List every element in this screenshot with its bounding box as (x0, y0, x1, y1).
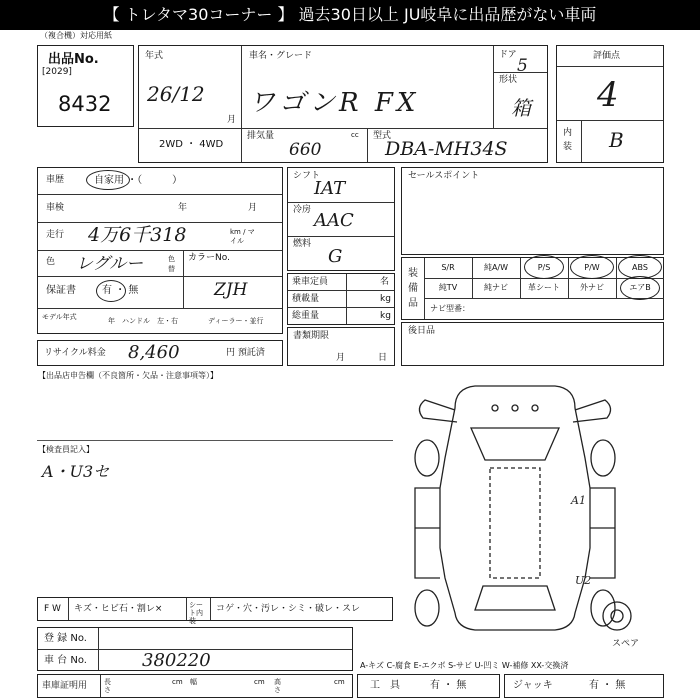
seat-items: コゲ・穴・汚レ・シミ・破レ・スレ (216, 604, 361, 614)
recycle-label: リサイクル料金 (44, 348, 106, 358)
displacement-label: 排気量 (247, 131, 275, 141)
equipment-external-navi: 外ナビ (580, 283, 604, 292)
shape-value: 箱 (511, 96, 531, 120)
model-label: 型式 (373, 131, 392, 141)
vehicle-info-box (138, 45, 548, 163)
score-label: 評価点 (593, 51, 621, 61)
tools-label: 工 具 (370, 680, 400, 691)
weight-label: 総重量 (292, 311, 320, 321)
cert-width-label: 幅 (190, 678, 197, 686)
fw-items: キズ・ヒビ石・割レ× (74, 604, 163, 614)
color-change-label: 色替 (168, 255, 175, 273)
lot-code: [2029] (42, 67, 72, 77)
model-year-label: モデル年式 (42, 313, 77, 321)
sales-point-label: セールスポイント (408, 171, 480, 181)
damage-legend: A-キズ C-腐食 E-エクボ S-サビ U-凹ミ W-補修 XX-交換済 (360, 661, 569, 670)
mileage-label: 走行 (46, 230, 65, 240)
lot-label: 出品No. (48, 52, 99, 67)
score-box (556, 45, 664, 163)
cert-height-unit: cm (334, 678, 345, 686)
fuel-label: 燃料 (293, 239, 312, 249)
seller-notes-label: 【出品店申告欄（不良箇所・欠品・注意事項等）】 (38, 371, 218, 380)
sales-point-box (401, 167, 664, 255)
damage-mark-a1: A1 (571, 494, 586, 507)
equipment-alloy-wheels: 純A/W (483, 263, 509, 272)
year-value: 26/12 (147, 82, 205, 106)
inspection-month: 月 (248, 203, 258, 213)
after-items-label: 後日品 (408, 326, 436, 336)
displacement-unit: cc (351, 131, 359, 139)
chassis-value: 380220 (142, 650, 211, 671)
history-box (37, 167, 283, 334)
weight-unit: kg (380, 311, 391, 321)
cert-length-unit: cm (172, 678, 183, 686)
equipment-leather-seats: 革シート (528, 283, 560, 292)
shift-label: シフト (293, 171, 321, 181)
doc-deadline-month: 月 (336, 353, 346, 363)
shift-value: IAT (314, 178, 346, 199)
color-code-value: ZJH (214, 280, 248, 300)
damage-mark-u2: U2 (575, 574, 592, 587)
chassis-label: 車 台 No. (44, 655, 87, 666)
model-year-year: 年 (108, 317, 115, 325)
recycle-box (37, 340, 283, 366)
history-value: 自家用 ・（ ） (94, 175, 183, 186)
garage-cert-row (37, 674, 353, 698)
color-label: 色 (46, 257, 56, 267)
capacity-label: 乗車定員 (292, 277, 329, 287)
shape-label: 形状 (499, 75, 518, 85)
cert-height-label: 高さ (274, 678, 281, 694)
doors-label: ドア (499, 50, 517, 60)
year-label: 年式 (145, 51, 164, 61)
color-value: レグルー (76, 254, 144, 274)
fw-row (37, 597, 393, 625)
equipment-power-windows: P/W (584, 263, 600, 272)
car-name-value: ワゴンR FX (249, 88, 420, 118)
recycle-value: 8,460 (128, 342, 180, 363)
capacity-unit: 名 (380, 277, 390, 287)
dealer-label: ディーラー・並行 (208, 317, 264, 325)
lot-box (37, 45, 134, 127)
inspector-label: 【検査員記入】 (38, 445, 94, 454)
cert-width-unit: cm (254, 678, 265, 686)
registration-box (37, 627, 353, 671)
jack-options: 有 ・ 無 (589, 680, 626, 691)
inspector-value: A・U3セ (42, 462, 110, 481)
seat-label: シート内装 (189, 601, 203, 625)
history-label: 車歴 (46, 175, 65, 185)
interior-label: 内装 (563, 128, 573, 152)
jack-label: ジャッキ (513, 680, 553, 691)
warranty-label: 保証書 (46, 285, 76, 296)
equipment-box (401, 257, 664, 320)
registration-label: 登 録 No. (44, 633, 87, 644)
header-note: （複合機）対応用紙 (40, 31, 112, 40)
garage-cert-label: 車庫証明用 (42, 681, 88, 691)
inspection-label: 車検 (46, 203, 65, 213)
year-month-unit: 月 (227, 115, 237, 125)
displacement-value: 660 (289, 140, 322, 160)
spare-label: スペア (612, 639, 640, 649)
cert-length-label: 長さ (104, 678, 111, 694)
inspection-year: 年 (178, 203, 188, 213)
equipment-abs: ABS (632, 263, 648, 272)
tools-box (357, 674, 500, 698)
car-condition-diagram (395, 378, 635, 640)
doc-deadline-day: 日 (378, 353, 388, 363)
ac-label: 冷房 (293, 205, 312, 215)
warranty-circle-mark (96, 280, 126, 302)
doc-deadline-box (287, 327, 395, 366)
tools-options: 有 ・ 無 (430, 680, 467, 691)
mileage-value: 4万6千318 (88, 224, 187, 246)
equipment-tv: 純TV (438, 283, 458, 292)
after-items-box (401, 322, 664, 366)
handle-label: ハンドル 左・右 (122, 317, 178, 325)
drive-label: 2WD ・ 4WD (159, 139, 224, 150)
equipment-label: 装備品 (408, 268, 418, 309)
fw-label: F W (44, 604, 61, 614)
equipment-airbag: エアB (629, 283, 651, 292)
navi-model-label: ナビ型番： (430, 304, 470, 313)
load-label: 積載量 (292, 294, 320, 304)
doc-deadline-label: 書類期限 (293, 331, 330, 341)
fuel-value: G (328, 246, 343, 267)
warranty-options: 有 ・ 無 (102, 285, 139, 296)
color-code-label: カラーNo. (188, 253, 230, 263)
equipment-circle-ps (524, 255, 564, 279)
shift-box (287, 167, 395, 271)
score-value: 4 (597, 75, 619, 115)
capacity-box (287, 273, 395, 325)
load-unit: kg (380, 294, 391, 304)
doors-value: 5 (517, 56, 528, 76)
recycle-unit: 円 預託済 (226, 348, 265, 358)
mileage-unit: km / マイル (230, 228, 255, 245)
equipment-sr: S/R (441, 263, 455, 272)
car-name-label: 車名・グレード (249, 51, 313, 61)
page-banner: 【 トレタマ30コーナー 】 過去30日以上 JU岐阜に出品歴がない車両 (0, 0, 700, 30)
equipment-power-steering: P/S (537, 263, 551, 272)
interior-value: B (609, 128, 624, 152)
equipment-circle-airbag (620, 276, 660, 300)
lot-number: 8432 (58, 92, 112, 116)
ac-value: AAC (314, 210, 354, 231)
equipment-circle-pw (570, 255, 614, 279)
history-circle-mark (86, 170, 130, 190)
equipment-navi: 純ナビ (484, 283, 508, 292)
model-value: DBA-MH34S (385, 138, 508, 160)
jack-box (504, 674, 664, 698)
